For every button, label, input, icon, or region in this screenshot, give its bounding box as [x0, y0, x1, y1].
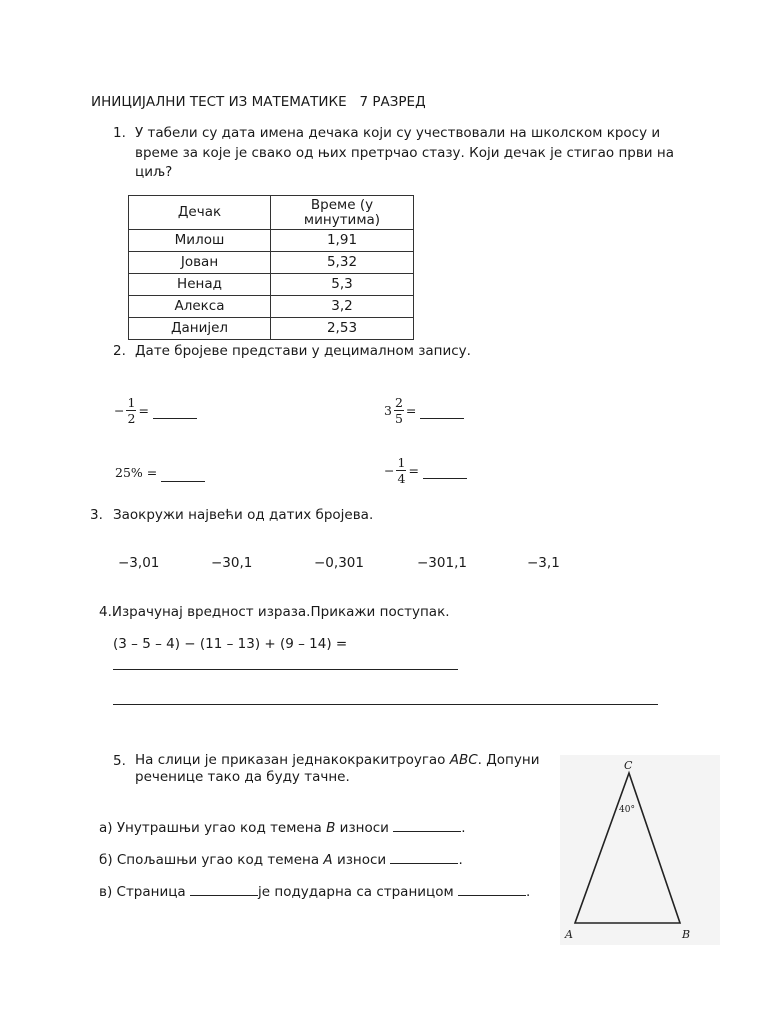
page-title: ИНИЦИЈАЛНИ ТЕСТ ИЗ МАТЕМАТИКЕ 7 РАЗРЕД — [91, 94, 426, 110]
q2-text: Дате бројеве представи у децималном запису. — [135, 343, 471, 359]
fraction — [394, 395, 404, 426]
q5-number: 5. — [113, 753, 126, 769]
results-table — [128, 195, 414, 340]
q4-text: 4.Израчунај вредност израза.Прикажи поступак. — [99, 604, 450, 620]
number-option[interactable]: −3,01 — [118, 555, 160, 571]
table-header-row — [129, 196, 414, 230]
q5-text-after: . Допуни реченице тако да буду тачне. — [135, 752, 540, 785]
percent-item — [115, 462, 205, 482]
fraction-denominator: 4 — [397, 471, 406, 486]
percent-text: 25% = — [115, 464, 158, 480]
fraction — [396, 455, 406, 486]
table-cell-name: Алекса — [129, 296, 271, 318]
answer-line[interactable] — [113, 703, 658, 705]
fraction-item — [384, 395, 464, 426]
table-cell-time: 5,32 — [271, 252, 414, 274]
table-row — [129, 252, 414, 274]
q1-text: У табели су дата имена дечака који су учествовали на школском кросу и време за које је свако од њих претрчао стазу. Који дечак је стигао први на циљ? — [135, 125, 674, 180]
q3-number: 3. — [90, 507, 103, 523]
equals-sign: = — [138, 403, 149, 418]
answer-blank[interactable] — [423, 477, 467, 479]
q5-item-a: а) Унутрашњи угао код темена B износи . — [99, 820, 466, 836]
table-row — [129, 296, 414, 318]
table-header-name: Дечак — [129, 196, 271, 230]
fraction-sign: − — [384, 463, 395, 478]
fraction-numerator: 2 — [394, 395, 403, 410]
table-row — [129, 274, 414, 296]
q2-number: 2. — [113, 343, 126, 359]
fraction-numerator: 1 — [127, 395, 136, 410]
q5-b-vertex: A — [323, 852, 333, 868]
number-option[interactable]: −30,1 — [211, 555, 253, 571]
answer-blank[interactable] — [153, 417, 197, 419]
table-cell-name: Милош — [129, 230, 271, 252]
q5-b-prefix: б) Спољашњи угао код темена — [99, 852, 324, 868]
table-cell-time: 2,53 — [271, 318, 414, 340]
answer-blank[interactable] — [190, 894, 258, 896]
q5-item-c: в) Страница је подударна са страницом . — [99, 884, 531, 900]
q1-number: 1. — [113, 125, 126, 141]
table-cell-name: Данијел — [129, 318, 271, 340]
angle-label: 40° — [619, 805, 635, 815]
table-cell-time: 5,3 — [271, 274, 414, 296]
fraction-sign: − — [114, 403, 125, 418]
answer-blank[interactable] — [390, 862, 458, 864]
q4-expression: (3 – 5 – 4) − (11 – 13) + (9 – 14) = — [113, 636, 348, 652]
answer-blank[interactable] — [458, 894, 526, 896]
equals-sign: = — [408, 463, 419, 478]
number-option[interactable]: −301,1 — [417, 555, 467, 571]
q5-a-vertex: B — [326, 820, 336, 836]
triangle-name: ABC — [449, 752, 478, 768]
fraction-item — [384, 455, 467, 486]
q3-text: Заокружи највећи од датих бројева. — [113, 507, 374, 523]
fraction-numerator: 1 — [397, 455, 406, 470]
fraction-denominator: 5 — [394, 411, 403, 426]
table-row — [129, 230, 414, 252]
equals-sign: = — [405, 403, 417, 418]
table-cell-time: 3,2 — [271, 296, 414, 318]
q5-b-suffix: износи — [332, 852, 387, 868]
table-cell-name: Ненад — [129, 274, 271, 296]
q5-text-before: На слици је приказан једнакокракитроугао — [135, 752, 450, 768]
table-cell-time: 1,91 — [271, 230, 414, 252]
q5-c-prefix: в) Страница — [99, 884, 186, 900]
vertex-label-a: A — [565, 928, 573, 941]
number-option[interactable]: −0,301 — [314, 555, 364, 571]
answer-blank[interactable] — [161, 480, 205, 482]
q5-text — [135, 752, 560, 786]
fraction-whole: 3 — [384, 403, 392, 418]
figure-background — [560, 755, 720, 945]
table-cell-name: Јован — [129, 252, 271, 274]
vertex-label-c: C — [624, 759, 633, 772]
fraction-denominator: 2 — [127, 411, 136, 426]
fraction — [126, 395, 136, 426]
triangle-figure — [560, 755, 720, 945]
answer-blank[interactable] — [393, 830, 461, 832]
fraction-item — [114, 395, 197, 426]
vertex-label-b: B — [682, 928, 691, 941]
q5-a-suffix: износи — [335, 820, 389, 836]
table-row — [129, 318, 414, 340]
answer-blank[interactable] — [420, 417, 464, 419]
q5-a-prefix: а) Унутрашњи угао код темена — [99, 820, 327, 836]
answer-line[interactable] — [113, 668, 458, 670]
q5-item-b: б) Спољашњи угао код темена A износи . — [99, 852, 463, 868]
table-header-time: Време (у минутима) — [271, 196, 414, 230]
number-option[interactable]: −3,1 — [527, 555, 560, 571]
q5-c-middle: је подударна са страницом — [258, 884, 454, 900]
